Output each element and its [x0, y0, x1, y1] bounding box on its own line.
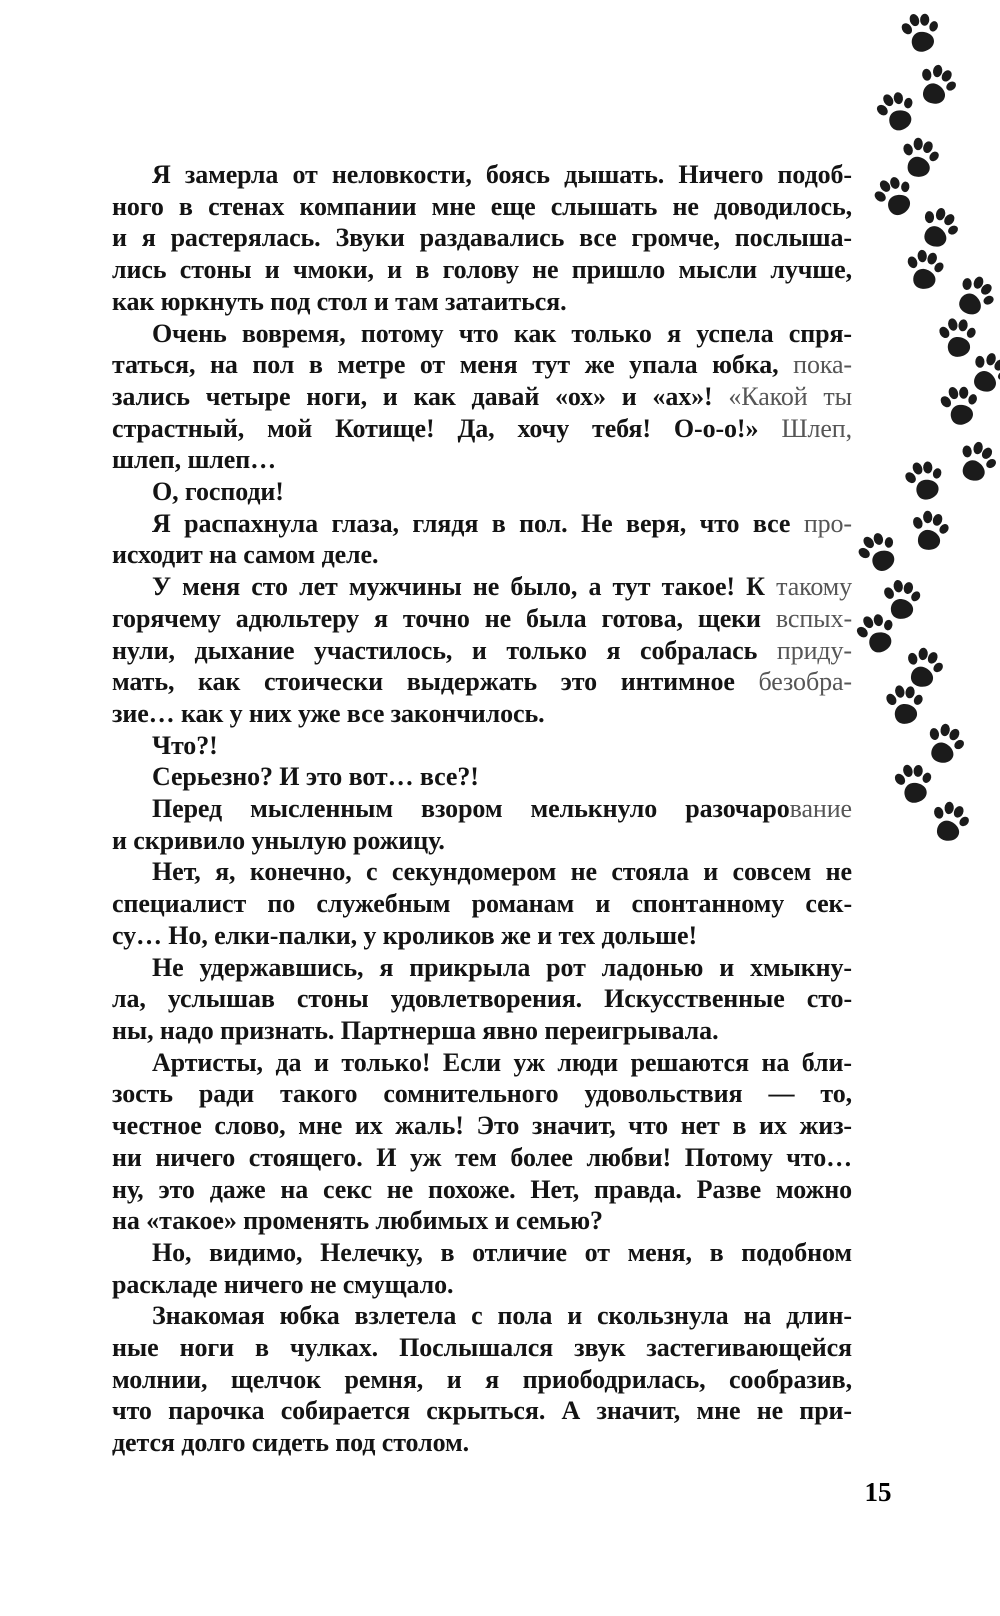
- cat-paw-icon: [893, 6, 948, 61]
- text-line: [112, 983, 852, 1015]
- cat-paw-icon: [866, 82, 926, 142]
- text-segment: О, господи!: [152, 477, 284, 507]
- text-segment: ны, надо признать. Партнерша явно переигрывала.: [112, 1015, 719, 1045]
- text-segment: как юркнуть под стол и там затаиться.: [112, 286, 567, 316]
- text-segment: и я растерялась. Звуки раздавались все громче, послыша-: [112, 223, 852, 253]
- text-line: [112, 1332, 852, 1364]
- text-segment: Знакомая юбка взлетела с пола и скользнула на длин-: [152, 1301, 852, 1331]
- cat-paw-icon: [893, 132, 945, 184]
- muted-text-segment: безобра-: [758, 667, 852, 697]
- text-segment: раскладе ничего не смущало.: [112, 1269, 454, 1299]
- muted-text-segment: вспых-: [775, 603, 852, 633]
- text-line: [112, 920, 852, 952]
- text-line: [112, 571, 852, 603]
- text-segment: шлеп, шлеп…: [112, 445, 277, 475]
- text-line: [112, 1015, 852, 1047]
- text-segment: Перед мысленным взором мелькнуло разочаро: [152, 794, 790, 824]
- text-line: [112, 1395, 852, 1427]
- text-segment: нули, дыхание участилось, и только я собралась: [112, 635, 777, 665]
- muted-text-segment: «Какой ты: [728, 381, 852, 411]
- cat-paw-icon: [958, 343, 1000, 404]
- text-segment: честное слово, мне их жаль! Это значит, что нет в их жиз-: [112, 1111, 852, 1141]
- cat-paw-icon: [846, 604, 906, 664]
- text-segment: У меня сто лет мужчины не было, а тут такое! К: [152, 572, 777, 602]
- muted-text-segment: приду-: [776, 635, 852, 665]
- text-segment: страстный, мой Котище! Да, хочу тебя! О-о-о!»: [112, 413, 782, 443]
- text-line: [112, 1142, 852, 1174]
- muted-text-segment: такому: [776, 572, 852, 602]
- text-line: [112, 666, 852, 698]
- text-segment: молнии, щелчок ремня, и я приободрилась, сообразив,: [112, 1364, 852, 1394]
- cat-paw-icon: [922, 795, 977, 850]
- body-text: [112, 159, 852, 1459]
- cat-paw-icon: [947, 433, 1000, 492]
- text-segment: зались четыре ноги, и как давай «ох» и «ах»!: [112, 381, 729, 411]
- text-segment: зость ради такого сомнительного удовольствия — то,: [112, 1079, 852, 1109]
- text-segment: ну, это даже на секс не похоже. Нет, правда. Разве можно: [112, 1174, 852, 1204]
- text-line: [112, 222, 852, 254]
- cat-paw-icon: [879, 680, 930, 731]
- text-line: [112, 286, 852, 318]
- text-line: [112, 159, 852, 191]
- text-line: [112, 1269, 852, 1301]
- text-segment: Артисты, да и только! Если уж люди решаются на бли-: [152, 1047, 852, 1077]
- text-segment: на «такое» променять любимых и семью?: [112, 1206, 603, 1236]
- text-line: [112, 888, 852, 920]
- text-line: [112, 1364, 852, 1396]
- text-segment: исходит на самом деле.: [112, 540, 379, 570]
- text-line: [112, 191, 852, 223]
- cat-paw-icon: [907, 56, 965, 114]
- cat-paw-icon: [904, 506, 955, 557]
- text-line: [112, 1300, 852, 1332]
- text-segment: ного в стенах компании мне еще слышать не доводилось,: [112, 191, 852, 221]
- text-line: [112, 793, 852, 825]
- text-segment: горячему адюльтеру я точно не была готова, щеки: [112, 603, 776, 633]
- cat-paw-icon: [916, 716, 973, 773]
- text-line: [112, 698, 852, 730]
- cat-paw-icon: [878, 577, 924, 623]
- text-segment: су… Но, елки-палки, у кроликов же и тех дольше!: [112, 920, 698, 950]
- text-segment: Серьезно? И это вот… все?!: [152, 762, 479, 792]
- text-segment: мать, как стоически выдержать это интимное: [112, 667, 759, 697]
- cat-paw-icon: [863, 166, 925, 228]
- text-line: [112, 825, 852, 857]
- text-line: [112, 444, 852, 476]
- text-line: [112, 1110, 852, 1142]
- muted-text-segment: пока-: [793, 350, 852, 380]
- cat-paw-icon: [943, 265, 1000, 328]
- cat-paw-icon: [932, 379, 987, 434]
- cat-paw-icon: [896, 453, 953, 510]
- text-line: [112, 539, 852, 571]
- text-line: [112, 1205, 852, 1237]
- text-line: [112, 318, 852, 350]
- text-segment: специалист по служебным романам и спонтанному сек-: [112, 889, 852, 919]
- cat-paw-icon: [899, 245, 948, 294]
- text-line: [112, 603, 852, 635]
- cat-paw-icon: [886, 757, 939, 810]
- text-segment: Что?!: [152, 730, 218, 760]
- text-segment: лись стоны и чмоки, и в голову не пришло мысли лучше,: [112, 255, 852, 285]
- text-segment: таться, на пол в метре от меня тут же упала юбка,: [112, 350, 794, 380]
- text-line: [112, 1174, 852, 1206]
- muted-text-segment: вание: [789, 794, 852, 824]
- text-segment: и скривило унылую рожицу.: [112, 825, 445, 855]
- text-line: [112, 1078, 852, 1110]
- text-line: [112, 254, 852, 286]
- text-segment: Я замерла от неловкости, боясь дышать. Ничего подоб-: [152, 160, 852, 189]
- page-number: 15: [864, 1477, 892, 1507]
- text-line: [112, 1237, 852, 1269]
- text-line: [112, 1427, 852, 1459]
- text-segment: ни ничего стоящего. И уж тем более любви! Потому что…: [112, 1142, 852, 1172]
- text-segment: зие… как у них уже все закончилось.: [112, 698, 545, 728]
- text-line: [112, 381, 852, 413]
- muted-text-segment: про-: [803, 508, 852, 538]
- cat-paw-icon: [908, 198, 968, 258]
- text-line: [112, 952, 852, 984]
- text-line: [112, 413, 852, 445]
- muted-text-segment: Шлеп,: [781, 413, 852, 443]
- text-line: [112, 635, 852, 667]
- text-segment: Нет, я, конечно, с секундомером не стояла и совсем не: [152, 857, 852, 887]
- cat-paw-icon: [932, 313, 983, 364]
- cat-paw-icon: [847, 522, 910, 585]
- text-segment: дется долго сидеть под столом.: [112, 1428, 469, 1458]
- text-segment: что парочка собирается скрыться. А значит, мне не при-: [112, 1396, 852, 1426]
- text-line: [112, 761, 852, 793]
- text-line: [112, 476, 852, 508]
- text-line: [112, 856, 852, 888]
- text-segment: ла, услышав стоны удовлетворения. Искусственные сто-: [112, 984, 852, 1014]
- text-line: [112, 730, 852, 762]
- text-segment: ные ноги в чулках. Послышался звук застегивающейся: [112, 1333, 852, 1363]
- cat-paw-icon: [896, 641, 951, 696]
- text-line: [112, 1047, 852, 1079]
- text-segment: Очень вовремя, потому что как только я успела спря-: [152, 318, 852, 348]
- text-segment: Не удержавшись, я прикрыла рот ладонью и хмыкну-: [152, 952, 852, 982]
- text-line: [112, 349, 852, 381]
- text-segment: Я распахнула глаза, глядя в пол. Не веря, что все: [152, 508, 804, 538]
- text-segment: Но, видимо, Нелечку, в отличие от меня, в подобном: [152, 1237, 852, 1267]
- text-line: [112, 508, 852, 540]
